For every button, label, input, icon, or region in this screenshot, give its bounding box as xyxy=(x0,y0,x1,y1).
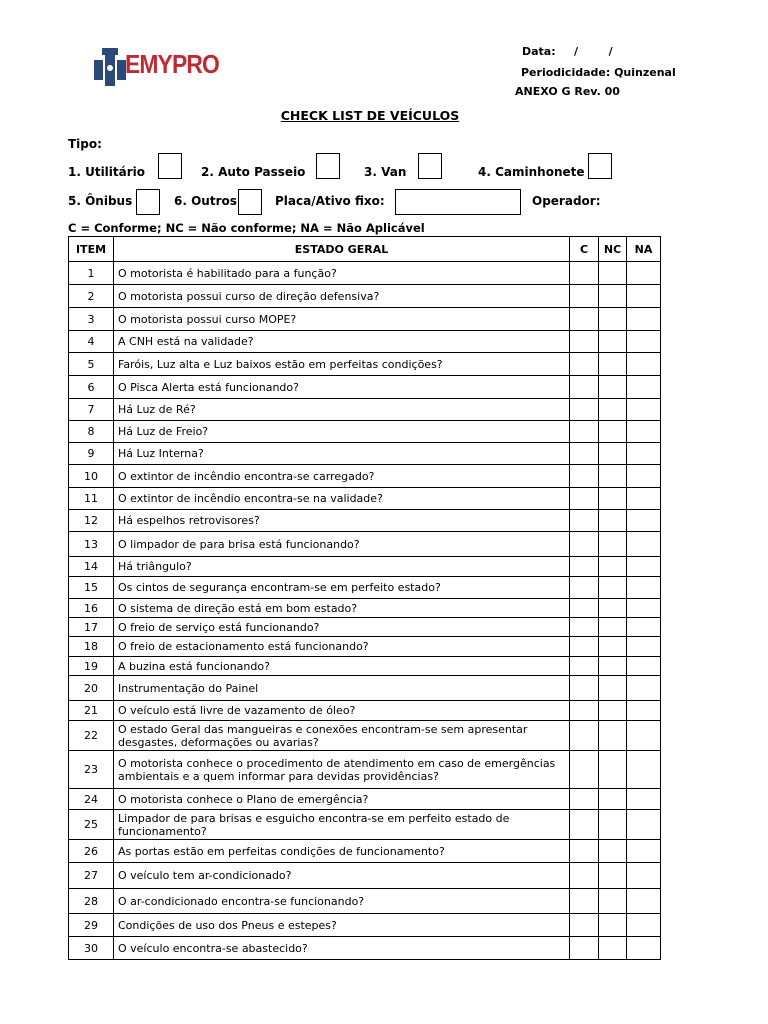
annex-text: ANEXO G Rev. 00 xyxy=(515,85,620,98)
table-row xyxy=(69,285,661,308)
option-outros-label: 6. Outros xyxy=(174,194,237,208)
item-number: 25 xyxy=(69,810,114,840)
table-row xyxy=(69,889,661,914)
table-row xyxy=(69,262,661,285)
check-cell-nc[interactable] xyxy=(599,937,627,960)
check-cell-na[interactable] xyxy=(627,557,661,577)
check-cell-na[interactable] xyxy=(627,751,661,789)
check-cell-na[interactable] xyxy=(627,577,661,599)
header-nc: NC xyxy=(599,237,627,262)
check-cell-nc[interactable] xyxy=(599,510,627,532)
check-cell-na[interactable] xyxy=(627,676,661,701)
check-cell-nc[interactable] xyxy=(599,789,627,810)
check-cell-nc[interactable] xyxy=(599,751,627,789)
item-number: 8 xyxy=(69,421,114,443)
check-cell-nc[interactable] xyxy=(599,399,627,421)
table-row xyxy=(69,914,661,937)
check-cell-nc[interactable] xyxy=(599,599,627,618)
check-cell-na[interactable] xyxy=(627,443,661,465)
check-cell-na[interactable] xyxy=(627,701,661,721)
option-auto-passeio-label: 2. Auto Passeio xyxy=(201,165,306,179)
item-description: O motorista conhece o procedimento de atendimento em caso de emergências ambientais e a quem informar para devidas providências? xyxy=(114,751,570,789)
check-cell-na[interactable] xyxy=(627,618,661,637)
item-number: 6 xyxy=(69,376,114,399)
option-caminhonete-checkbox[interactable] xyxy=(588,153,612,179)
check-cell-c[interactable] xyxy=(570,937,599,960)
item-number: 11 xyxy=(69,488,114,510)
item-number: 10 xyxy=(69,465,114,488)
table-row xyxy=(69,557,661,577)
option-onibus-label: 5. Ônibus xyxy=(68,194,133,208)
check-cell-c[interactable] xyxy=(570,789,599,810)
check-cell-c[interactable] xyxy=(570,577,599,599)
check-cell-c[interactable] xyxy=(570,840,599,863)
header-c: C xyxy=(570,237,599,262)
table-row xyxy=(69,488,661,510)
check-cell-c[interactable] xyxy=(570,914,599,937)
item-number: 13 xyxy=(69,532,114,557)
table-row xyxy=(69,399,661,421)
item-description: O motorista possui curso de direção defensiva? xyxy=(114,285,570,308)
check-cell-nc[interactable] xyxy=(599,488,627,510)
table-row xyxy=(69,421,661,443)
check-cell-c[interactable] xyxy=(570,331,599,353)
check-cell-nc[interactable] xyxy=(599,376,627,399)
item-number: 18 xyxy=(69,637,114,657)
item-description: O ar-condicionado encontra-se funcionando? xyxy=(114,889,570,914)
table-row xyxy=(69,840,661,863)
item-number: 3 xyxy=(69,308,114,331)
check-cell-nc[interactable] xyxy=(599,557,627,577)
item-number: 20 xyxy=(69,676,114,701)
check-cell-na[interactable] xyxy=(627,937,661,960)
check-cell-nc[interactable] xyxy=(599,308,627,331)
table-row xyxy=(69,676,661,701)
table-row xyxy=(69,701,661,721)
item-description: O motorista possui curso MOPE? xyxy=(114,308,570,331)
option-auto-passeio-checkbox[interactable] xyxy=(316,153,340,179)
item-description: O sistema de direção está em bom estado? xyxy=(114,599,570,618)
item-description: Limpador de para brisas e esguicho encontra-se em perfeito estado de funcionamento? xyxy=(114,810,570,840)
item-number: 29 xyxy=(69,914,114,937)
table-row xyxy=(69,532,661,557)
item-description: Há Luz de Ré? xyxy=(114,399,570,421)
item-description: Condições de uso dos Pneus e estepes? xyxy=(114,914,570,937)
item-number: 12 xyxy=(69,510,114,532)
check-cell-c[interactable] xyxy=(570,889,599,914)
check-cell-na[interactable] xyxy=(627,376,661,399)
logo-text: EMYPRO xyxy=(125,49,219,79)
check-cell-na[interactable] xyxy=(627,657,661,676)
check-cell-nc[interactable] xyxy=(599,618,627,637)
item-number: 19 xyxy=(69,657,114,676)
check-cell-na[interactable] xyxy=(627,914,661,937)
item-description: O Pisca Alerta está funcionando? xyxy=(114,376,570,399)
check-cell-nc[interactable] xyxy=(599,577,627,599)
check-cell-c[interactable] xyxy=(570,676,599,701)
date-value: / / xyxy=(574,45,613,58)
periodicity-text: Periodicidade: Quinzenal xyxy=(521,66,676,79)
table-row xyxy=(69,810,661,840)
check-cell-na[interactable] xyxy=(627,510,661,532)
item-number: 22 xyxy=(69,721,114,751)
placa-field[interactable] xyxy=(395,189,521,215)
item-description: Faróis, Luz alta e Luz baixos estão em perfeitas condições? xyxy=(114,353,570,376)
check-cell-c[interactable] xyxy=(570,810,599,840)
check-cell-c[interactable] xyxy=(570,488,599,510)
check-cell-c[interactable] xyxy=(570,262,599,285)
check-cell-na[interactable] xyxy=(627,532,661,557)
table-row xyxy=(69,789,661,810)
table-row xyxy=(69,863,661,889)
item-number: 24 xyxy=(69,789,114,810)
item-number: 1 xyxy=(69,262,114,285)
table-row xyxy=(69,599,661,618)
header-estado-geral: ESTADO GERAL xyxy=(114,237,570,262)
check-cell-nc[interactable] xyxy=(599,465,627,488)
check-cell-nc[interactable] xyxy=(599,353,627,376)
item-number: 21 xyxy=(69,701,114,721)
table-row xyxy=(69,618,661,637)
check-cell-c[interactable] xyxy=(570,657,599,676)
check-cell-na[interactable] xyxy=(627,637,661,657)
check-cell-nc[interactable] xyxy=(599,840,627,863)
check-cell-c[interactable] xyxy=(570,285,599,308)
item-description: Há espelhos retrovisores? xyxy=(114,510,570,532)
check-cell-nc[interactable] xyxy=(599,721,627,751)
check-cell-c[interactable] xyxy=(570,421,599,443)
check-cell-c[interactable] xyxy=(570,532,599,557)
item-number: 27 xyxy=(69,863,114,889)
check-cell-na[interactable] xyxy=(627,331,661,353)
item-description: A CNH está na validade? xyxy=(114,331,570,353)
item-number: 26 xyxy=(69,840,114,863)
table-row xyxy=(69,465,661,488)
item-number: 2 xyxy=(69,285,114,308)
check-cell-c[interactable] xyxy=(570,353,599,376)
item-description: Há Luz de Freio? xyxy=(114,421,570,443)
item-number: 15 xyxy=(69,577,114,599)
item-number: 30 xyxy=(69,937,114,960)
check-cell-c[interactable] xyxy=(570,308,599,331)
check-cell-nc[interactable] xyxy=(599,889,627,914)
check-cell-nc[interactable] xyxy=(599,331,627,353)
item-description: O veículo está livre de vazamento de óleo? xyxy=(114,701,570,721)
check-cell-nc[interactable] xyxy=(599,262,627,285)
date-label: Data: xyxy=(522,45,556,58)
check-cell-c[interactable] xyxy=(570,510,599,532)
check-cell-na[interactable] xyxy=(627,789,661,810)
check-cell-nc[interactable] xyxy=(599,421,627,443)
item-number: 5 xyxy=(69,353,114,376)
check-cell-c[interactable] xyxy=(570,618,599,637)
table-row xyxy=(69,308,661,331)
item-description: As portas estão em perfeitas condições de funcionamento? xyxy=(114,840,570,863)
check-cell-nc[interactable] xyxy=(599,810,627,840)
item-number: 14 xyxy=(69,557,114,577)
option-caminhonete-label: 4. Caminhonete xyxy=(478,165,585,179)
table-row xyxy=(69,443,661,465)
placa-label: Placa/Ativo fixo: xyxy=(275,194,385,208)
check-cell-na[interactable] xyxy=(627,285,661,308)
table-row xyxy=(69,637,661,657)
check-cell-na[interactable] xyxy=(627,262,661,285)
tipo-label: Tipo: xyxy=(68,137,102,151)
item-description: Instrumentação do Painel xyxy=(114,676,570,701)
item-description: O freio de serviço está funcionando? xyxy=(114,618,570,637)
check-cell-na[interactable] xyxy=(627,353,661,376)
check-cell-na[interactable] xyxy=(627,810,661,840)
check-cell-nc[interactable] xyxy=(599,285,627,308)
check-cell-na[interactable] xyxy=(627,599,661,618)
item-description: Os cintos de segurança encontram-se em perfeito estado? xyxy=(114,577,570,599)
item-description: Há Luz Interna? xyxy=(114,443,570,465)
item-number: 16 xyxy=(69,599,114,618)
check-cell-c[interactable] xyxy=(570,557,599,577)
table-row xyxy=(69,376,661,399)
check-cell-c[interactable] xyxy=(570,863,599,889)
header-na: NA xyxy=(627,237,661,262)
check-cell-nc[interactable] xyxy=(599,443,627,465)
check-cell-na[interactable] xyxy=(627,399,661,421)
item-description: O estado Geral das mangueiras e conexões encontram-se sem apresentar desgastes, deformações ou avarias? xyxy=(114,721,570,751)
table-header-row xyxy=(69,237,661,262)
check-cell-na[interactable] xyxy=(627,308,661,331)
check-cell-nc[interactable] xyxy=(599,701,627,721)
item-description: O veículo tem ar-condicionado? xyxy=(114,863,570,889)
table-row xyxy=(69,510,661,532)
table-row xyxy=(69,721,661,751)
item-description: A buzina está funcionando? xyxy=(114,657,570,676)
item-description: O veículo encontra-se abastecido? xyxy=(114,937,570,960)
check-cell-nc[interactable] xyxy=(599,676,627,701)
table-row xyxy=(69,751,661,789)
check-cell-nc[interactable] xyxy=(599,863,627,889)
operador-label: Operador: xyxy=(532,194,601,208)
option-van-label: 3. Van xyxy=(364,165,407,179)
item-description: O motorista é habilitado para a função? xyxy=(114,262,570,285)
check-cell-c[interactable] xyxy=(570,376,599,399)
check-cell-c[interactable] xyxy=(570,465,599,488)
check-cell-na[interactable] xyxy=(627,840,661,863)
check-cell-na[interactable] xyxy=(627,465,661,488)
item-number: 23 xyxy=(69,751,114,789)
item-description: O limpador de para brisa está funcionando? xyxy=(114,532,570,557)
item-number: 4 xyxy=(69,331,114,353)
item-description: O extintor de incêndio encontra-se na validade? xyxy=(114,488,570,510)
page-title: CHECK LIST DE VEÍCULOS xyxy=(280,108,460,123)
check-cell-na[interactable] xyxy=(627,488,661,510)
legend-text: C = Conforme; NC = Não conforme; NA = Não Aplicável xyxy=(68,221,425,235)
check-cell-c[interactable] xyxy=(570,399,599,421)
table-body xyxy=(69,262,661,960)
item-description: O extintor de incêndio encontra-se carregado? xyxy=(114,465,570,488)
item-number: 9 xyxy=(69,443,114,465)
check-cell-nc[interactable] xyxy=(599,657,627,676)
table-row xyxy=(69,353,661,376)
check-cell-c[interactable] xyxy=(570,721,599,751)
check-cell-c[interactable] xyxy=(570,599,599,618)
check-cell-na[interactable] xyxy=(627,421,661,443)
table-row xyxy=(69,331,661,353)
check-cell-na[interactable] xyxy=(627,721,661,751)
item-number: 17 xyxy=(69,618,114,637)
check-cell-nc[interactable] xyxy=(599,532,627,557)
company-logo xyxy=(93,46,219,88)
check-cell-c[interactable] xyxy=(570,751,599,789)
check-cell-c[interactable] xyxy=(570,443,599,465)
check-cell-c[interactable] xyxy=(570,637,599,657)
option-utilitario-checkbox[interactable] xyxy=(158,153,182,179)
table-row xyxy=(69,577,661,599)
header-item: ITEM xyxy=(69,237,114,262)
checklist-table xyxy=(68,236,661,960)
table-row xyxy=(69,937,661,960)
check-cell-na[interactable] xyxy=(627,863,661,889)
option-onibus-checkbox[interactable] xyxy=(136,189,160,215)
item-description: O motorista conhece o Plano de emergência? xyxy=(114,789,570,810)
check-cell-na[interactable] xyxy=(627,889,661,914)
option-utilitario-label: 1. Utilitário xyxy=(68,165,146,179)
option-outros-checkbox[interactable] xyxy=(238,189,262,215)
item-number: 7 xyxy=(69,399,114,421)
logo-mark-icon xyxy=(93,46,127,88)
item-description: O freio de estacionamento está funcionando? xyxy=(114,637,570,657)
item-description: Há triângulo? xyxy=(114,557,570,577)
check-cell-nc[interactable] xyxy=(599,637,627,657)
check-cell-nc[interactable] xyxy=(599,914,627,937)
item-number: 28 xyxy=(69,889,114,914)
option-van-checkbox[interactable] xyxy=(418,153,442,179)
table-row xyxy=(69,657,661,676)
check-cell-c[interactable] xyxy=(570,701,599,721)
